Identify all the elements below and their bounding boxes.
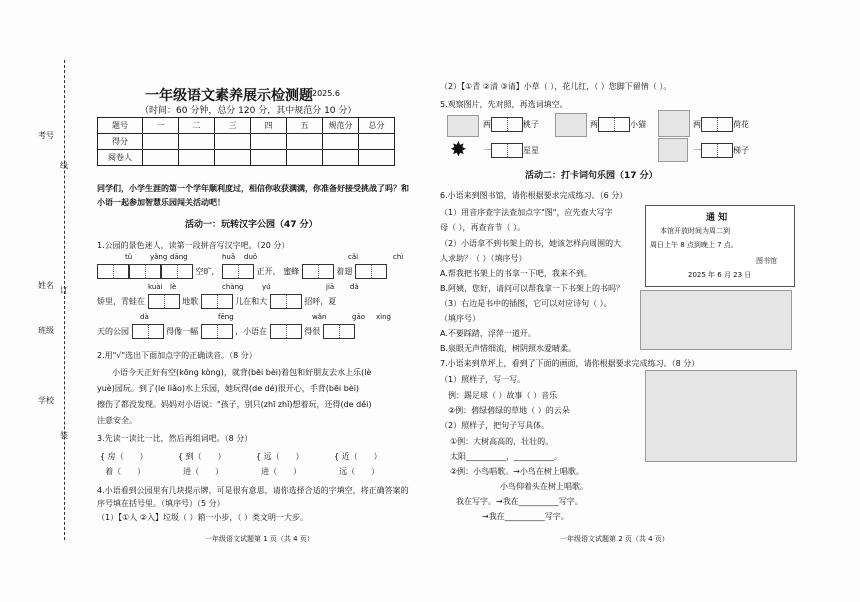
pinyin: dà: [140, 313, 149, 321]
pinyin: duǒ: [244, 253, 258, 261]
q3-pair: { 近（ ） 远（ ）: [334, 452, 382, 476]
score-cell[interactable]: [179, 134, 215, 150]
pinyin: kuài: [148, 283, 163, 291]
score-cell[interactable]: [143, 150, 179, 166]
notice-date: 2025 年 6 月 23 日: [688, 271, 752, 279]
activity2-heading: 活动二：打卡词句乐园（17 分）: [525, 171, 658, 181]
pinyin: xìng: [376, 313, 391, 321]
score-header-cell: 题号: [98, 118, 143, 134]
pond-illustration: [640, 290, 792, 350]
score-cell[interactable]: [179, 150, 215, 166]
star-icon: ✸: [450, 137, 467, 161]
score-cell[interactable]: [323, 150, 359, 166]
notice-title: 通 知: [706, 213, 728, 223]
q7-text: （1）照样子，写一写。: [440, 375, 526, 384]
score-cell[interactable]: [215, 134, 251, 150]
pinyin: huā: [222, 253, 236, 261]
q7-text: 小鸟仰着头在树上唱歌。: [500, 482, 588, 491]
q6-stem: 6.小语来到图书馆，请你根据要求完成练习。（6 分）: [440, 191, 628, 200]
q2-paragraph: 小语今天正好有空(kōng kòng)，就背(bēi bèi)着包和好朋友去水上乐(lè: [112, 368, 372, 377]
score-cell[interactable]: [251, 134, 287, 150]
exam-no-label: 考号: [38, 131, 54, 140]
write-box[interactable]: [270, 324, 302, 339]
score-cell[interactable]: [251, 150, 287, 166]
q7-text: ②例：小鸟唱歌。→小鸟在树上唱歌。: [450, 467, 584, 476]
write-box[interactable]: [132, 324, 164, 339]
q4-stem: 4.小语看到公园里有几块提示牌，可是很有意思，请你选择合适的字填空，将正确答案的序号填在括号里。（填序号）（5 分）: [97, 486, 409, 508]
q1-text: 天的公园: [97, 327, 129, 336]
q6-text: （填序号）: [440, 314, 480, 323]
q7-text: →我在__________写字。: [482, 512, 569, 521]
pinyin: chàng: [222, 283, 244, 291]
q7-text: ②例：碧绿碧绿的草地（ ）的云朵: [448, 406, 570, 415]
q7-text: （2）照样子，把句子写具体。: [440, 421, 550, 430]
q5-stem: 5.观察图片，先对照，再选词填空。: [440, 100, 568, 109]
q7-text: 太阳__________，__________。: [450, 452, 562, 461]
pinyin: gāo: [352, 313, 366, 321]
pinyin: fēng: [218, 313, 234, 321]
pinyin: dāng: [170, 253, 188, 261]
lotus-picture: [658, 110, 690, 137]
score-cell[interactable]: [287, 134, 323, 150]
peach-picture: [447, 115, 479, 137]
write-box[interactable]: [302, 264, 334, 279]
pinyin: yú: [262, 283, 271, 291]
q7-text: 例：踢足球（ ）故事（ ）音乐: [448, 391, 558, 400]
q2-paragraph: 擦伤了都没发现。妈妈对小语说："孩子，别只(zhī zhǐ)想着玩，还得(de děi): [97, 400, 372, 409]
q1-text: ，小语在: [235, 327, 268, 336]
q5-item: 一 星星: [483, 143, 539, 158]
page1-footer: 一年级语文试题第 1 页（共 4 页）: [205, 535, 314, 543]
q6-text: 母（ ），再查音节（ ）。: [440, 223, 526, 232]
school-label: 学校: [38, 396, 54, 405]
q7-stem: 7.小语来到草坪上，看到了下面的画面，请你根据要求完成练习。（8 分）: [440, 359, 700, 368]
write-box[interactable]: [201, 294, 233, 309]
q5-item: 两 荷花: [693, 117, 749, 132]
q4-line1: （1）【①人 ②入】垃圾（ ）箱一小步，（ ）类文明一大步。: [97, 513, 309, 522]
margin-pack-mark: 装: [60, 431, 68, 440]
margin-line-mark: 线: [60, 161, 68, 170]
q1-text: 着翅: [336, 267, 353, 276]
pinyin: cǎi: [348, 253, 359, 261]
score-cell[interactable]: [359, 134, 395, 150]
score-header-cell: 二: [179, 118, 215, 134]
q3-pair: { 远（ ） 进（ ）: [256, 452, 304, 476]
pinyin: chì: [393, 253, 404, 261]
exam-subtitle: （时间：60 分钟，总分 120 分，其中规范分 10 分）: [140, 106, 357, 116]
q6-option: B.阿姨，您好，请问可以帮我拿一下书架上的书吗？: [440, 284, 625, 293]
q7-text: 我在写字。→我在__________写字。: [456, 497, 583, 506]
q6-option: A.不要踩踏，浮萍一道开。: [440, 329, 536, 338]
q2-stem: 2.用"√"选出下面加点字的正确读音。（8 分）: [97, 351, 257, 360]
activity1-heading: 活动一：玩转汉字公园（47 分）: [185, 220, 318, 230]
q1-text: 得像一幅: [166, 327, 199, 336]
write-box[interactable]: [129, 264, 161, 279]
q1-text: 矫里，青蛙在: [97, 297, 145, 306]
name-label: 姓名: [38, 281, 54, 290]
write-box[interactable]: [701, 143, 733, 158]
q4-line2: （2）【①青 ②清 ③请】小草（ ），花儿红，（ ）您脚下留情（ ）。: [440, 82, 672, 91]
write-box[interactable]: [270, 294, 302, 309]
q5-item: 两 桃子: [483, 117, 539, 132]
intro-text: 同学们，小学生涯的第一个学年顺利度过，相信你收获满满，你准备好接受挑战了吗？和小语一起参加智慧乐园闯关活动吧！: [97, 184, 409, 207]
q1-text: 得很: [304, 327, 321, 336]
q5-item: 一 梯子: [693, 143, 749, 158]
page2-footer: 一年级语文试题第 2 页（共 4 页）: [560, 535, 669, 543]
score-cell[interactable]: [359, 150, 395, 166]
write-box[interactable]: [323, 324, 355, 339]
q6-text: （2）小语拿不到书架上的书，她该怎样向周围的大: [440, 239, 622, 248]
pinyin: yǎng: [150, 253, 168, 261]
q6-text: （3）右边是书中的插图，它可以对应诗句（ ）。: [440, 299, 612, 308]
exam-date: 2025.6: [312, 89, 340, 98]
q1-text: 地歌: [182, 297, 199, 306]
score-header-cell: 三: [215, 118, 251, 134]
q6-option: B.泉眼无声惜细流，树阴照水爱晴柔。: [440, 344, 577, 353]
q1-text: 正开，: [256, 267, 281, 276]
q1-stem: 1.公园的景色迷人，读第一段拼音写汉字吧。（20 分）: [97, 241, 290, 250]
q2-paragraph: yuè)园玩。到了(le liǎo)水上乐园，她玩得(de dé)很开心，手背(bēi bèi): [97, 384, 360, 393]
q6-text: （1）用音序查字法查加点字"图"，应先查大写字: [440, 208, 613, 217]
score-cell[interactable]: [323, 134, 359, 150]
write-box[interactable]: [161, 264, 193, 279]
chair-picture: [658, 138, 688, 162]
park-illustration: [645, 370, 797, 462]
q1-text: 蜜蜂: [283, 267, 300, 276]
write-box[interactable]: [97, 264, 129, 279]
pinyin: jiā: [326, 283, 335, 291]
score-header-cell: 四: [251, 118, 287, 134]
pinyin: lè: [170, 283, 177, 291]
q5-item: 两 小猫: [590, 117, 646, 132]
q3-stem: 3.先读一读比一比，然后再组词吧。（8 分）: [97, 434, 253, 443]
notice-body: 本馆开放时间为周二到: [660, 227, 730, 235]
write-box[interactable]: [491, 117, 523, 132]
cat-picture: [555, 113, 587, 137]
q3-pair: { 到（ ） 进（ ）: [178, 452, 226, 476]
binding-line: [64, 60, 65, 540]
library-notice: [645, 205, 795, 287]
write-box[interactable]: [491, 143, 523, 158]
pinyin: dà: [350, 283, 359, 291]
score-header-cell: 规范分: [323, 118, 359, 134]
write-box[interactable]: [222, 264, 254, 279]
q2-paragraph: 注意安全。: [97, 416, 137, 425]
q1-text: 招呼，夏: [304, 297, 337, 306]
score-header-cell: 五: [287, 118, 323, 134]
score-cell[interactable]: [215, 150, 251, 166]
write-box[interactable]: [148, 294, 180, 309]
q6-text: 人求助？（ ）（填序号）: [440, 254, 527, 263]
score-header-cell: 一: [143, 118, 179, 134]
notice-body: 周日上午 8 点到晚上 7 点。: [650, 241, 738, 249]
margin-bind-mark: 订: [60, 286, 68, 295]
class-label: 班级: [38, 326, 54, 335]
exam-title: 一年级语文素养展示检测题: [145, 88, 313, 104]
score-table: [97, 117, 395, 166]
score-header-cell: 总分: [359, 118, 395, 134]
score-cell[interactable]: [287, 150, 323, 166]
write-box[interactable]: [201, 324, 233, 339]
score-row-label: 得分: [98, 134, 143, 150]
notice-signer: 图书馆: [756, 257, 777, 265]
score-cell[interactable]: [143, 134, 179, 150]
pinyin: wǎn: [312, 313, 327, 321]
pinyin: tǔ: [125, 253, 133, 261]
q1-text: 空旷，: [195, 267, 220, 276]
write-box[interactable]: [598, 117, 630, 132]
q3-pair: { 房（ ） 着（ ）: [100, 452, 148, 476]
write-box[interactable]: [355, 264, 387, 279]
q1-text: 儿在和大: [235, 297, 268, 306]
q6-option: A.帮我把书架上的书拿一下吧，我来不到。: [440, 269, 592, 278]
write-box[interactable]: [701, 117, 733, 132]
score-row-label: 阅卷人: [98, 150, 143, 166]
q7-text: ①例：大树高高的，壮壮的。: [450, 437, 554, 446]
